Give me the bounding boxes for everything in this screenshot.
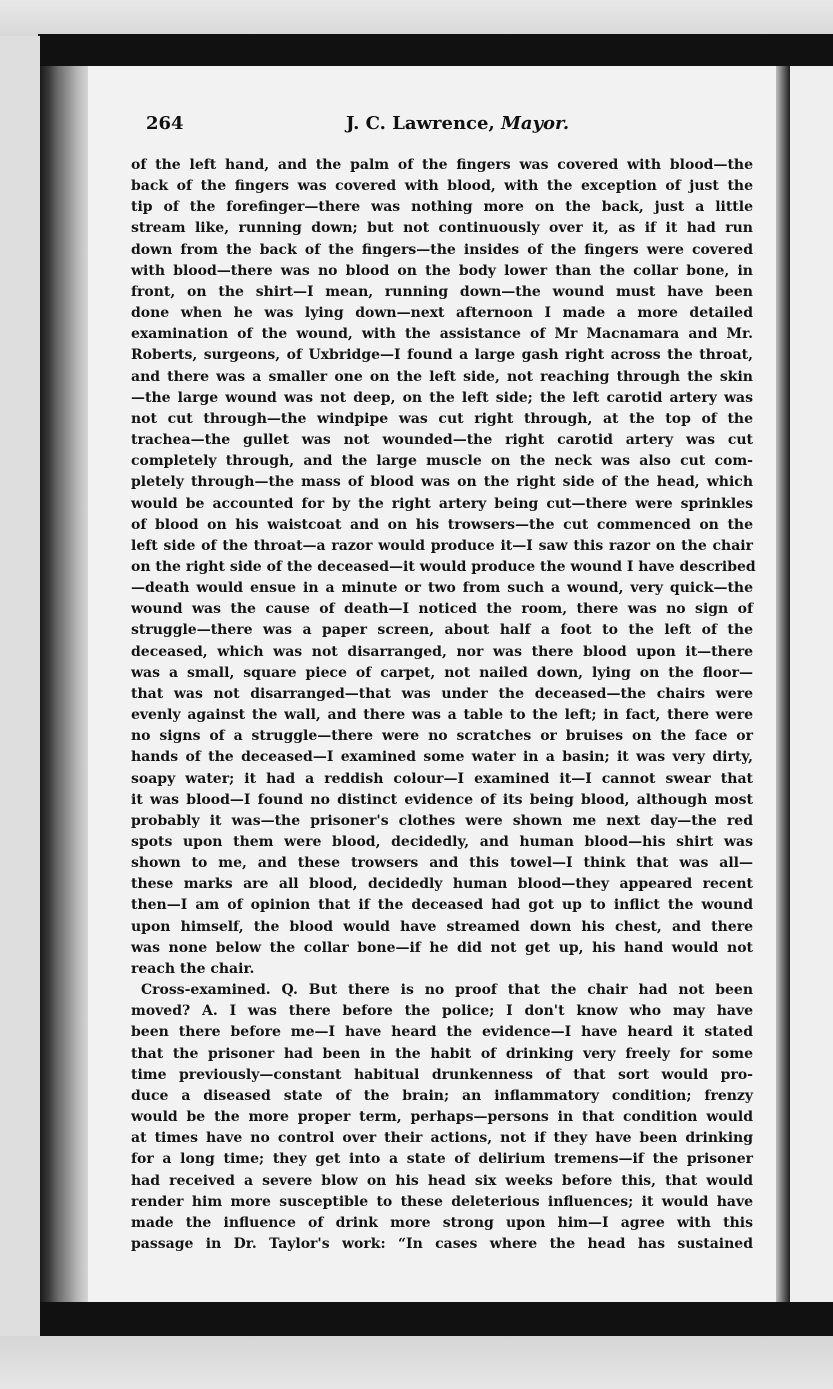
text-line: would be the more proper term, perhaps—persons in that condition would xyxy=(131,1109,753,1126)
text-line: of blood on his waistcoat and on his trowsers—the cut commenced on the xyxy=(131,516,753,533)
text-line: completely through, and the large muscle on the neck was also cut com- xyxy=(131,453,753,470)
text-line: been there before me—I have heard the evidence—I have heard it stated xyxy=(131,1024,753,1041)
running-head-title: Mayor. xyxy=(501,113,570,134)
text-line: wound was the cause of death—I noticed the room, there was no sign of xyxy=(131,601,753,618)
scan-frame-top-bar xyxy=(38,34,833,68)
text-line: evenly against the wall, and there was a table to the left; in fact, there were xyxy=(131,707,753,724)
text-line: down from the back of the fingers—the insides of the fingers were covered xyxy=(131,241,753,258)
text-line: that the prisoner had been in the habit of drinking very freely for some xyxy=(131,1045,753,1062)
text-line: these marks are all blood, decidedly human blood—they appeared recent xyxy=(131,876,753,893)
text-line: —the large wound was not deep, on the left side; the left carotid artery was xyxy=(131,389,753,406)
page-number: 264 xyxy=(146,113,184,134)
text-line: Cross-examined. Q. But there is no proof that the chair had not been xyxy=(141,982,753,999)
text-line: duce a diseased state of the brain; an inflammatory condition; frenzy xyxy=(131,1087,753,1104)
text-line: on the right side of the deceased—it would produce the wound I have described xyxy=(131,558,756,575)
text-line: made the influence of drink more strong upon him—I agree with this xyxy=(131,1214,753,1231)
text-line: deceased, which was not disarranged, nor was there blood upon it—there xyxy=(131,643,753,660)
text-line: passage in Dr. Taylor's work: “In cases where the head has sustained xyxy=(131,1235,753,1252)
text-line: hands of the deceased—I examined some water in a basin; it was very dirty, xyxy=(131,749,753,766)
text-line: it was blood—I found no distinct evidence of its being blood, although most xyxy=(131,791,753,808)
text-line: time previously—constant habitual drunkenness of that sort would pro- xyxy=(131,1066,753,1083)
text-line: then—I am of opinion that if the deceased had got up to inflict the wound xyxy=(131,897,753,914)
scan-left-margin xyxy=(0,36,40,1336)
book-spine-shadow xyxy=(40,66,90,1306)
text-line: stream like, running down; but not continuously over it, as if it had run xyxy=(131,220,753,237)
text-line: had received a severe blow on his head six weeks before this, that would xyxy=(131,1172,753,1189)
scan-frame-bottom-bar xyxy=(40,1302,833,1336)
text-line: for a long time; they get into a state of delirium tremens—if the prisoner xyxy=(131,1151,753,1168)
page-right-edge-shadow xyxy=(776,66,790,1304)
text-line: upon himself, the blood would have streamed down his chest, and there xyxy=(131,918,753,935)
running-head-name: J. C. Lawrence, xyxy=(346,113,495,134)
text-line: Roberts, surgeons, of Uxbridge—I found a large gash right across the throat, xyxy=(131,347,753,364)
text-line: moved? A. I was there before the police; I don't know who may have xyxy=(131,1003,753,1020)
text-line: —death would ensue in a minute or two from such a wound, very quick—the xyxy=(131,580,753,597)
text-line: trachea—the gullet was not wounded—the right carotid artery was cut xyxy=(131,432,753,449)
body-text xyxy=(131,155,756,1255)
text-line: not cut through—the windpipe was cut right through, at the top of the xyxy=(131,410,753,427)
text-line: no signs of a struggle—there were no scratches or bruises on the face or xyxy=(131,728,753,745)
text-line: would be accounted for by the right artery being cut—there were sprinkles xyxy=(131,495,753,512)
scan-right-margin xyxy=(790,66,833,1304)
text-line: struggle—there was a paper screen, about half a foot to the left of the xyxy=(131,622,753,639)
text-line: front, on the shirt—I mean, running down—the wound must have been xyxy=(131,283,753,300)
scan-top-margin xyxy=(0,0,833,36)
text-line: shown to me, and these trowsers and this towel—I think that was all— xyxy=(131,855,753,872)
text-line: probably it was—the prisoner's clothes were shown me next day—the red xyxy=(131,812,753,829)
text-line: of the left hand, and the palm of the fingers was covered with blood—the xyxy=(131,157,753,173)
scan-bottom-margin xyxy=(0,1336,833,1389)
text-line: spots upon them were blood, decidedly, and human blood—his shirt was xyxy=(131,834,753,850)
text-line: examination of the wound, with the assistance of Mr Macnamara and Mr. xyxy=(131,326,753,343)
text-line: was a small, square piece of carpet, not nailed down, lying on the floor— xyxy=(131,664,753,681)
text-line: done when he was lying down—next afternoon I made a more detailed xyxy=(131,305,753,322)
text-line: soapy water; it had a reddish colour—I examined it—I cannot swear that xyxy=(131,770,753,787)
text-line: left side of the throat—a razor would produce it—I saw this razor on the chair xyxy=(131,537,753,554)
text-line: back of the fingers was covered with blood, with the exception of just the xyxy=(131,178,753,195)
running-head xyxy=(346,113,569,134)
text-line: with blood—there was no blood on the body lower than the collar bone, in xyxy=(131,262,753,279)
text-line: that was not disarranged—that was under the deceased—the chairs were xyxy=(131,685,753,702)
text-line: was none below the collar bone—if he did not get up, his hand would not xyxy=(131,939,753,956)
text-line: render him more susceptible to these deleterious influences; it would have xyxy=(131,1193,753,1210)
text-line: reach the chair. xyxy=(131,960,255,977)
text-line: and there was a smaller one on the left side, not reaching through the skin xyxy=(131,368,753,385)
text-line: at times have no control over their actions, not if they have been drinking xyxy=(131,1130,753,1147)
text-line: pletely through—the mass of blood was on the right side of the head, which xyxy=(131,474,753,491)
text-line: tip of the forefinger—there was nothing more on the back, just a little xyxy=(131,199,753,216)
